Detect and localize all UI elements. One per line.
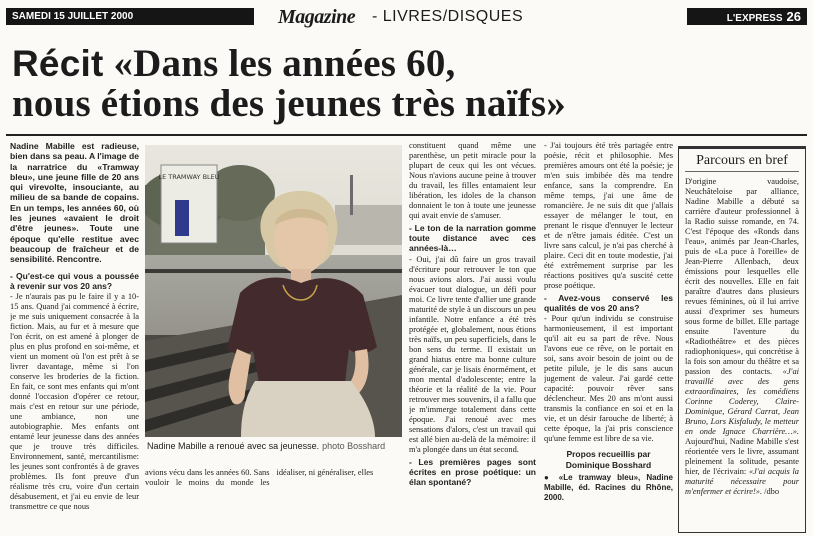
portrait-illustration	[145, 145, 402, 437]
headline-line-1: «Dans les années 60,	[113, 42, 456, 85]
answer-1-continued: avions vécu dans les années 60. Sans vouloir le moins du monde les idéaliser, ni généraliser, elles	[145, 468, 374, 487]
page-number: 26	[786, 9, 801, 24]
question-4: - Avez-vous conservé les qualités de vos 20 ans?	[544, 293, 673, 314]
headline-line-2: nous étions des jeunes très naïfs»	[12, 82, 566, 125]
photo-credit: photo Bosshard	[322, 441, 386, 451]
article-column-3	[409, 141, 536, 533]
article-column-4	[544, 141, 673, 533]
sidebar-text	[685, 177, 799, 497]
sidebar-quote-2: «J'ai acquis la maturité nécessaire pour m'enfermer et écrire!».	[685, 467, 799, 496]
article-intro: Nadine Mabille est radieuse, bien dans sa peau. A l'image de la narratrice du «Tramway bleu», une jeune fille de 20 ans qui virevolte, insouciante, au milieu de sa bande de copains. En un temps, les années 60, où les jeunes «avaient le droit d'être jeunes». Toute une époque qu'elle restitue avec beaucoup de fraîcheur et de sensibilité. Rencontre.	[10, 141, 139, 265]
article-column-1	[10, 141, 139, 533]
section-title: - LIVRES/DISQUES	[372, 8, 524, 25]
newspaper-title: L'EXPRESS	[726, 13, 783, 24]
photo-caption	[147, 441, 405, 452]
article-headline	[12, 44, 802, 124]
answer-3: - J'ai toujours été très partagée entre poésie, récit et philosophie. Mes premières amours ont été la poésie; je m'en suis imbibée dès ma tendre enfance, sans la comprendre. En même temps, j'ai une âme de romancière. Je ne suis dit que j'allais essayer de mélanger le tout, en prenant le risque d'ennuyer le lecteur et de n'être jamais éditée. C'est un livre sans calcul, je n'ai pas cherché à plaire. Ceci dit en toute modestie, j'ai été extrêmement surprise par les réactions positives qu'a suscité cette prose poétique.	[544, 141, 673, 290]
answer-1: - Je n'aurais pas pu le faire il y a 10-15 ans. Quand j'ai commencé à écrire, je me suis uniquement consacrée à la fiction. Mais, au fur et à mesure que l'on écrit, on est amené à plonger de plus en plus profond en soi-même, et vient un moment où l'on est prêt à se livrer davantage, même si l'on conserve les broderies de la fiction. En fait, ce sont mes enfants qui m'ont donné l'occasion d'opérer ce retour, mais c'est en retour sur une période, une ambiance, non une autobiographie. Mes enfants ont entamé leur jeunesse dans des années que je trouve très difficiles. Environnement, santé, mercantilisme: les jeunes sont confrontés à de graves problèmes. Ils font preuve d'un réalisme très cru, voire d'un certain désabusement, et j'ai eu envie de leur transmettre ce que nous	[10, 291, 139, 511]
book-reference: ● «Le tramway bleu», Nadine Mabille, éd. Racines du Rhône, 2000.	[544, 472, 673, 502]
question-2: - Le ton de la narration gomme toute distance avec ces années-là…	[409, 223, 536, 254]
sidebar-signature: /dbo	[764, 487, 780, 496]
sidebar-title: Parcours en bref	[685, 153, 799, 172]
sidebar-box	[678, 146, 806, 533]
answer-4: - Pour qu'un individu se construise harmonieusement, il est important qu'il ait eu sa part de rêve. Nous l'avons eue ce rêve, on le portait en soi, sans avoir besoin de joint ou de petite pilule, je le dis sans aucun jugement de valeur. J'ai gardé cette capacité: pouvoir rêver sans déclencheur. Mes 20 ans m'ont aussi transmis la confiance en soi et en la vie, et un désir farouche de liberté; à cette époque, la j'ai pris conscience qu'une femme est libre de sa vie.	[544, 314, 673, 444]
sidebar-text-a: D'origine vaudoise, Neuchâteloise par alliance, Nadine Mabille a débuté sa carrière d'auteur professionnel à la Radio suisse romande, en 74. C'est l'époque des «Ronds dans l'eau», animés par Jean-Charles, puis de «La puce à l'oreille» de Jean-Pierre Allenbach, deux émissions pour lesquelles elle écrit des nouvelles. Elle en fait paraître d'autres dans plusieurs revues féminines, où il lui arrive aussi d'exprimer ses humeurs sous forme de billet. Elle partage ensuite l'aventure du «Radiothéâtre» et des pièces radiophoniques», qui concrétise à la fois son amour du théâtre et sa passion des contacts.	[685, 177, 799, 376]
sidebar-quote-1: «J'ai travaillé avec des gens extraordinaires, les comédiens Corinne Coderey, Claire-Dominique, Gérard Carrat, Jean Bruno, Lors Kisfaludy, le metteur en onde Ignace Charrière…».	[685, 367, 799, 436]
caption-text: Nadine Mabille a renoué avec sa jeunesse.	[147, 441, 320, 451]
portrait-photo	[145, 145, 402, 437]
question-1: - Qu'est-ce qui vous a poussée à revenir sur vos 20 ans?	[10, 270, 139, 291]
newspaper-name	[687, 8, 807, 25]
masthead	[6, 6, 807, 28]
article-column-2	[145, 468, 401, 532]
headline-kicker: Récit	[12, 43, 104, 84]
answer-2: - Oui, j'ai dû faire un gros travail d'écriture pour retrouver le ton que nous avions alors. J'ai aussi voulu évacuer tout dialogue, un défi pour moi. Ce livre tente d'allier une grande maturité de style à un discours un peu infantile. Notre enfance a été très protégée et, globalement, nous étions très naïfs, un peu superficiels, dans le bon sens du terme. Il existait un grand hiatus entre ma bonne culture générale, car je lisais énormément, et mon mental d'adolescente; entre la théorie et la réalité de la vie. Pour retrouver mes souvenirs, il a fallu que je m'immerge totalement dans cette époque. J'ai renoué avec mes sensations d'alors, c'est un travail qui est allé bien au-delà de la mémoire: il m'a plongée dans un état second.	[409, 254, 536, 454]
issue-date: SAMEDI 15 JUILLET 2000	[6, 8, 254, 25]
headline-rule	[6, 134, 807, 136]
question-3: - Les premières pages sont écrites en prose poétique: un élan spontané?	[409, 456, 536, 488]
sidebar-text-c: Aujourd'hui, Nadine Mabille s'est réorientée vers le livre, assumant pleinement la solitude, pesante hier, de l'écrivain:	[685, 437, 799, 476]
interview-credits: Propos recueillis par Dominique Bosshard	[565, 449, 652, 470]
magazine-logo: Magazine	[278, 6, 356, 28]
book-title: LE TRAMWAY BLEU	[158, 173, 220, 181]
answer-1-end: constituent quand même une parenthèse, un petit miracle pour la plupart de ceux qui les ont vécues. Nous n'avions aucune peine à trouver du travail, les filles entamaient leur libération, les idoles de la chanson donnaient le ton à toute une jeunesse qui avait envie de s'amuser.	[409, 141, 536, 220]
